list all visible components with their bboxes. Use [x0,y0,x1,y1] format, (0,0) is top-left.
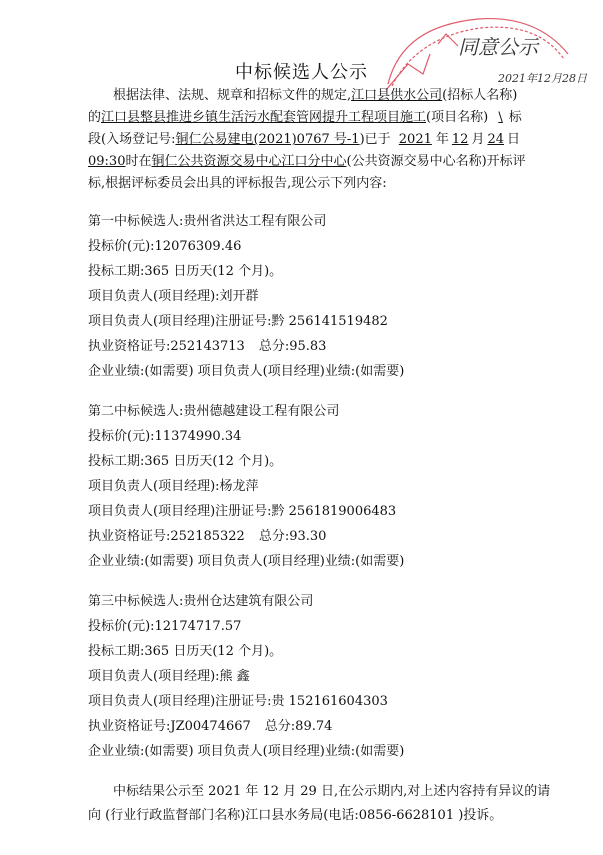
registration-number: 铜仁公易建电(2021)0767 号-1 [175,132,360,147]
candidate-1-qual: 执业资格证号:252143713 总分:95.83 [88,339,327,354]
venue-name: 铜仁公共资源交易中心江口分中心 [151,154,347,169]
candidate-3-heading: 第三中标候选人:贵州仓达建筑有限公司 [88,594,314,609]
candidate-2-score: 总分:93.30 [258,529,327,544]
candidate-3-performance: 企业业绩:(如需要) 项目负责人(项目经理)业绩:(如需要) [88,744,405,759]
candidate-2-qual: 执业资格证号:252185322 总分:93.30 [88,529,327,544]
page-title: 中标候选人公示 [235,62,368,83]
candidate-3-price: 投标价(元):12174717.57 [88,619,242,634]
project-name: 江口县整县推进乡镇生活污水配套管网提升工程项目施工 [101,110,427,125]
candidate-2-heading: 第二中标候选人:贵州德越建设工程有限公司 [88,404,340,419]
intro-line-2: 的江口县整县推进乡镇生活污水配套管网提升工程项目施工(项目名称) \ 标 [88,110,522,125]
candidate-3-manager: 项目负责人(项目经理):熊 鑫 [88,669,250,684]
candidate-3-qual: 执业资格证号:JZ00474667 总分:89.74 [88,719,333,734]
candidate-1-cert: 项目负责人(项目经理)注册证号:黔 256141519482 [88,314,388,329]
candidate-2-cert: 项目负责人(项目经理)注册证号:黔 2561819006483 [88,504,397,519]
candidate-1-performance: 企业业绩:(如需要) 项目负责人(项目经理)业绩:(如需要) [88,364,405,379]
intro-line-4: 09:30时在铜仁公共资源交易中心江口分中心(公共资源交易中心名称)开标评 [88,154,526,169]
section-blank: \ [498,110,503,125]
candidate-3-cert: 项目负责人(项目经理)注册证号:贵 152161604303 [88,694,388,709]
open-time: 09:30 [88,154,126,169]
candidate-2-manager: 项目负责人(项目经理):杨龙萍 [88,479,259,494]
candidate-1-price: 投标价(元):12076309.46 [88,239,242,254]
intro-line-5: 标,根据评标委员会出具的评标报告,现公示下列内容: [88,176,387,191]
footer-line-2: 向 (行业行政监督部门名称)江口县水务局(电话:0856-6628101 )投诉。 [88,808,503,823]
candidate-3-score: 总分:89.74 [264,719,333,734]
open-day: 24 [487,132,504,147]
intro-line-1: 根据法律、法规、规章和招标文件的规定,江口县供水公司(招标人名称) [113,88,518,103]
open-month: 12 [451,132,469,147]
candidate-2-price: 投标价(元):11374990.34 [88,429,242,444]
handwritten-date: 2021年12月28日 [498,72,587,85]
handwritten-note: 同意公示 [458,35,538,59]
candidate-2-performance: 企业业绩:(如需要) 项目负责人(项目经理)业绩:(如需要) [88,554,405,569]
candidate-2-period: 投标工期:365 日历天(12 个月)。 [88,454,283,469]
footer-line-1: 中标结果公示至 2021 年 12 月 29 日,在公示期内,对上述内容持有异议的请 [113,784,551,799]
open-year: 2021 [398,132,432,147]
candidate-1-manager: 项目负责人(项目经理):刘开群 [88,289,259,304]
approval-stamp [368,4,598,99]
candidate-3-period: 投标工期:365 日历天(12 个月)。 [88,644,283,659]
candidate-1-score: 总分:95.83 [258,339,327,354]
candidate-1-period: 投标工期:365 日历天(12 个月)。 [88,264,283,279]
candidate-1-heading: 第一中标候选人:贵州省洪达工程有限公司 [88,214,327,229]
tenderer-name: 江口县供水公司 [351,88,443,103]
intro-line-3: 段(入场登记号:铜仁公易建电(2021)0767 号-1)已于 2021 年 12 月 24 日 [88,132,521,147]
